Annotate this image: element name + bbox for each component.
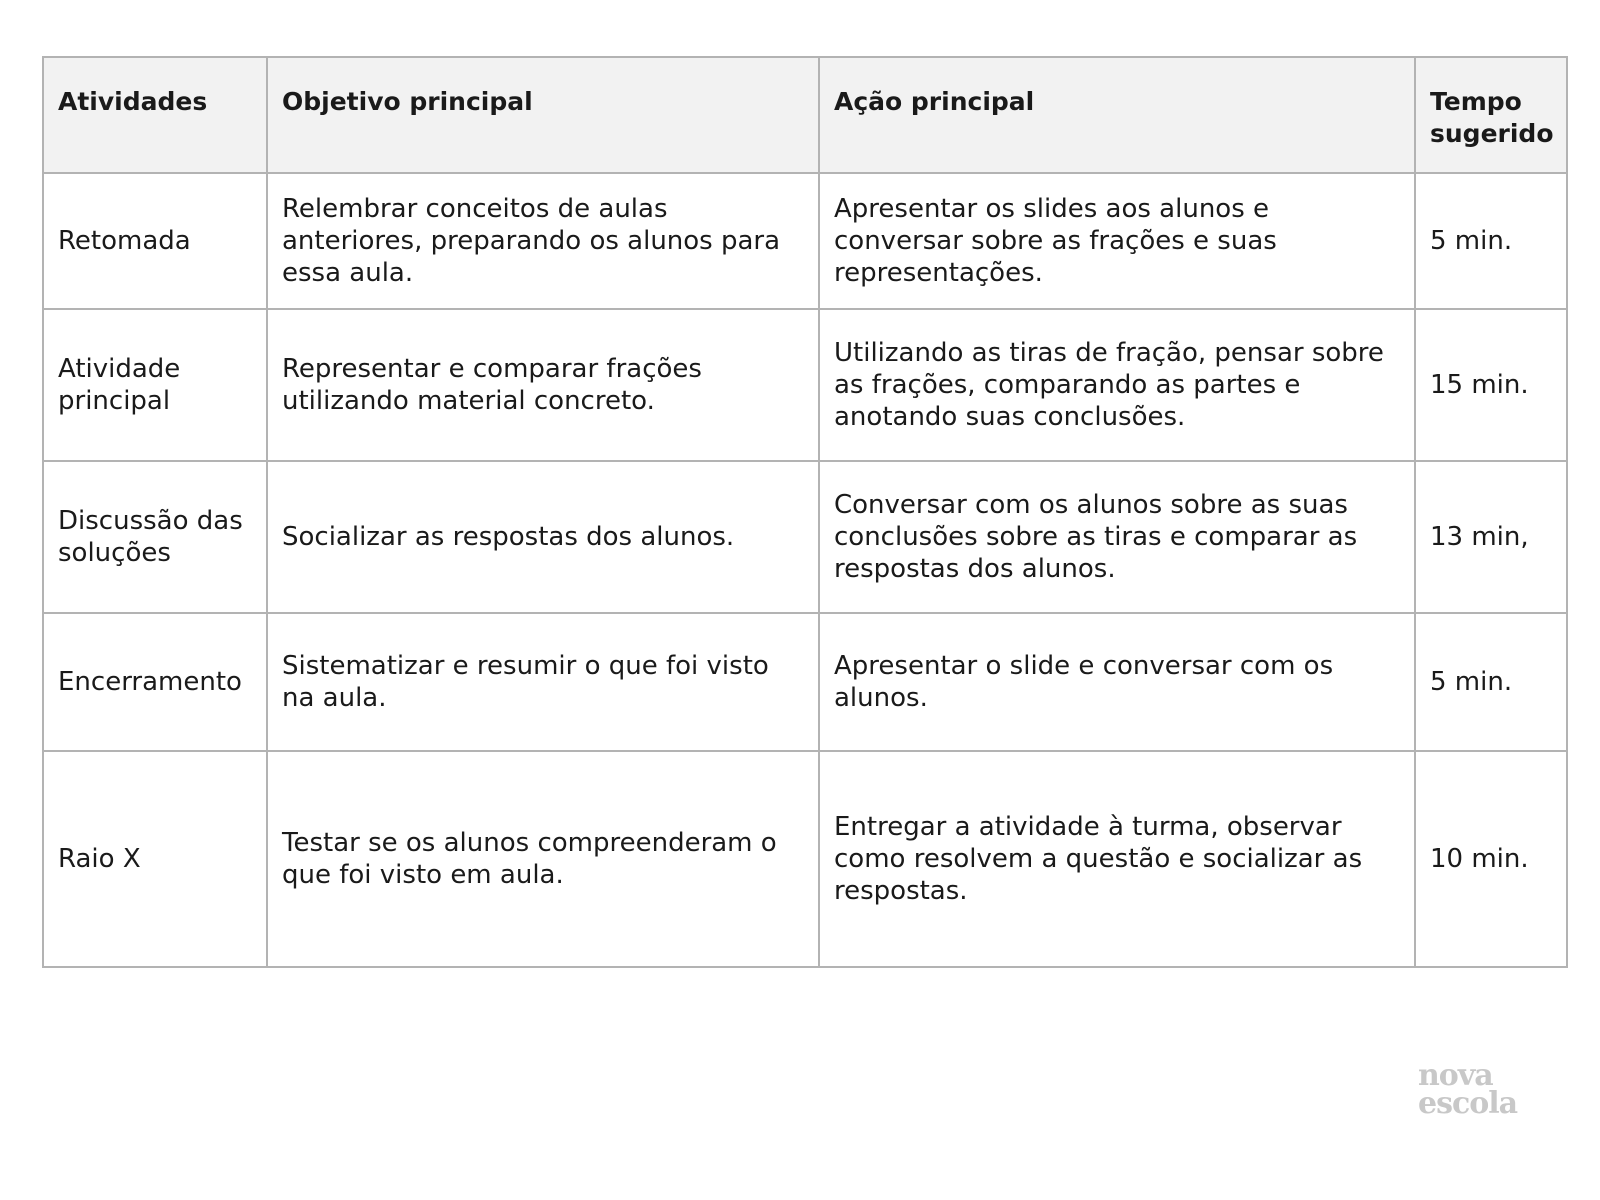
nova-escola-logo [1418, 1058, 1558, 1121]
cell-acao: Apresentar os slides aos alunos e conversar sobre as frações e suas representações. [819, 173, 1415, 309]
cell-atividade: Discussão das soluções [43, 461, 267, 613]
table-body [43, 173, 1567, 967]
logo-line-escola: escola [1418, 1086, 1518, 1121]
header-tempo-sugerido: Tempo sugerido [1415, 57, 1567, 173]
cell-tempo: 5 min. [1415, 613, 1567, 751]
cell-objetivo: Testar se os alunos compreenderam o que foi visto em aula. [267, 751, 819, 967]
header-row [43, 57, 1567, 173]
cell-acao: Apresentar o slide e conversar com os alunos. [819, 613, 1415, 751]
table-row [43, 173, 1567, 309]
table-row [43, 309, 1567, 461]
table-row [43, 751, 1567, 967]
cell-acao: Utilizando as tiras de fração, pensar sobre as frações, comparando as partes e anotando suas conclusões. [819, 309, 1415, 461]
cell-objetivo: Representar e comparar frações utilizando material concreto. [267, 309, 819, 461]
table-header [43, 57, 1567, 173]
cell-acao: Entregar a atividade à turma, observar como resolvem a questão e socializar as respostas. [819, 751, 1415, 967]
cell-objetivo: Sistematizar e resumir o que foi visto na aula. [267, 613, 819, 751]
cell-objetivo: Socializar as respostas dos alunos. [267, 461, 819, 613]
cell-atividade: Atividade principal [43, 309, 267, 461]
cell-atividade: Retomada [43, 173, 267, 309]
table-row [43, 613, 1567, 751]
cell-tempo: 10 min. [1415, 751, 1567, 967]
logo-line-nova: nova [1418, 1058, 1493, 1093]
header-acao-principal: Ação principal [819, 57, 1415, 173]
cell-tempo: 5 min. [1415, 173, 1567, 309]
header-atividades: Atividades [43, 57, 267, 173]
header-objetivo-principal: Objetivo principal [267, 57, 819, 173]
lesson-plan-table [42, 56, 1568, 968]
cell-atividade: Raio X [43, 751, 267, 967]
cell-tempo: 13 min, [1415, 461, 1567, 613]
table-row [43, 461, 1567, 613]
cell-acao: Conversar com os alunos sobre as suas conclusões sobre as tiras e comparar as respostas dos alunos. [819, 461, 1415, 613]
cell-objetivo: Relembrar conceitos de aulas anteriores, preparando os alunos para essa aula. [267, 173, 819, 309]
cell-tempo: 15 min. [1415, 309, 1567, 461]
cell-atividade: Encerramento [43, 613, 267, 751]
